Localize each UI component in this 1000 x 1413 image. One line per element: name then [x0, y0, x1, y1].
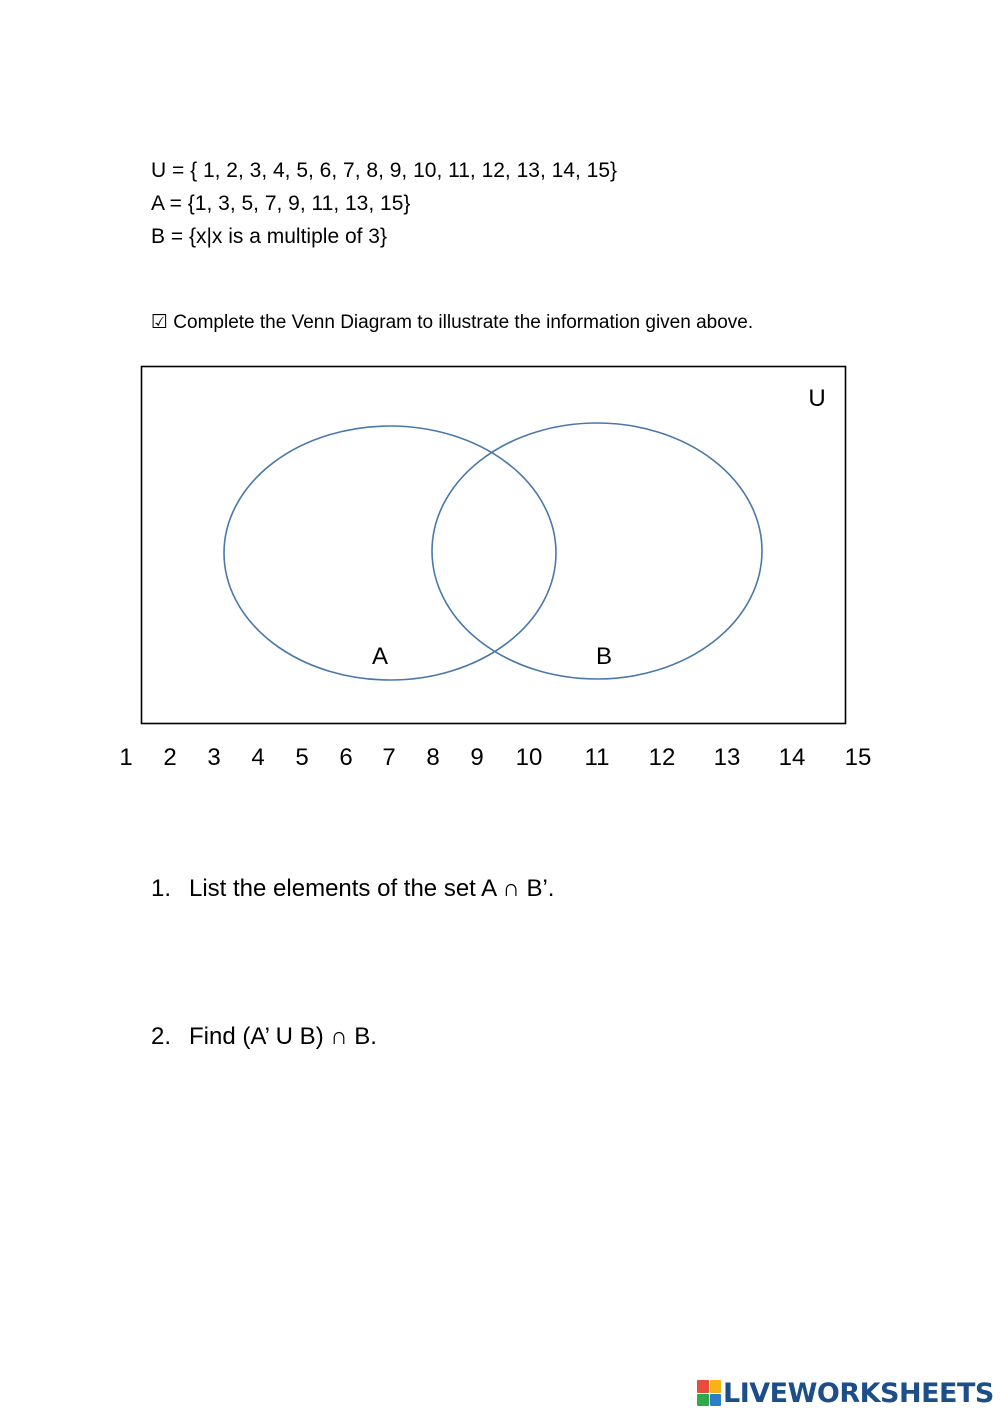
universe-label: U: [808, 385, 826, 412]
number-tile-14[interactable]: 14: [778, 744, 806, 771]
universe-rectangle[interactable]: [142, 367, 846, 724]
circle-a[interactable]: [224, 426, 556, 680]
liveworksheets-logo-icon: [697, 1380, 721, 1406]
number-tile-9[interactable]: 9: [470, 744, 484, 771]
question-text: Find (A’ U B) ∩ B.: [189, 1023, 377, 1050]
number-tile-4[interactable]: 4: [251, 744, 265, 771]
question-number: 2.: [151, 1023, 172, 1050]
set-a-definition: A = {1, 3, 5, 7, 9, 11, 13, 15}: [151, 192, 411, 215]
set-u-definition: U = { 1, 2, 3, 4, 5, 6, 7, 8, 9, 10, 11, 12, 13, 14, 15}: [151, 159, 618, 182]
brand-name: LIVEWORKSHEETS: [723, 1377, 994, 1409]
circle-b[interactable]: [432, 423, 762, 679]
number-tile-13[interactable]: 13: [713, 744, 741, 771]
circle-a-label: A: [371, 643, 389, 670]
number-tile-10[interactable]: 10: [515, 744, 543, 771]
question-number: 1.: [151, 875, 172, 902]
number-tile-7[interactable]: 7: [382, 744, 396, 771]
number-tile-1[interactable]: 1: [119, 744, 133, 771]
question-text: List the elements of the set A ∩ B’.: [189, 875, 555, 902]
number-tile-11[interactable]: 11: [584, 744, 610, 771]
number-tile-3[interactable]: 3: [207, 744, 221, 771]
number-tile-12[interactable]: 12: [648, 744, 676, 771]
number-tile-15[interactable]: 15: [844, 744, 872, 771]
question-1: [151, 877, 554, 901]
number-tile-5[interactable]: 5: [295, 744, 309, 771]
question-2: [151, 1025, 377, 1049]
number-tile-2[interactable]: 2: [163, 744, 177, 771]
liveworksheets-brand[interactable]: [697, 1378, 994, 1408]
circle-b-label: B: [595, 643, 613, 670]
number-tile-6[interactable]: 6: [339, 744, 353, 771]
set-b-definition: B = {x|x is a multiple of 3}: [151, 225, 387, 248]
instruction-text: ☑ Complete the Venn Diagram to illustrate the information given above.: [151, 312, 754, 333]
number-tile-8[interactable]: 8: [426, 744, 440, 771]
